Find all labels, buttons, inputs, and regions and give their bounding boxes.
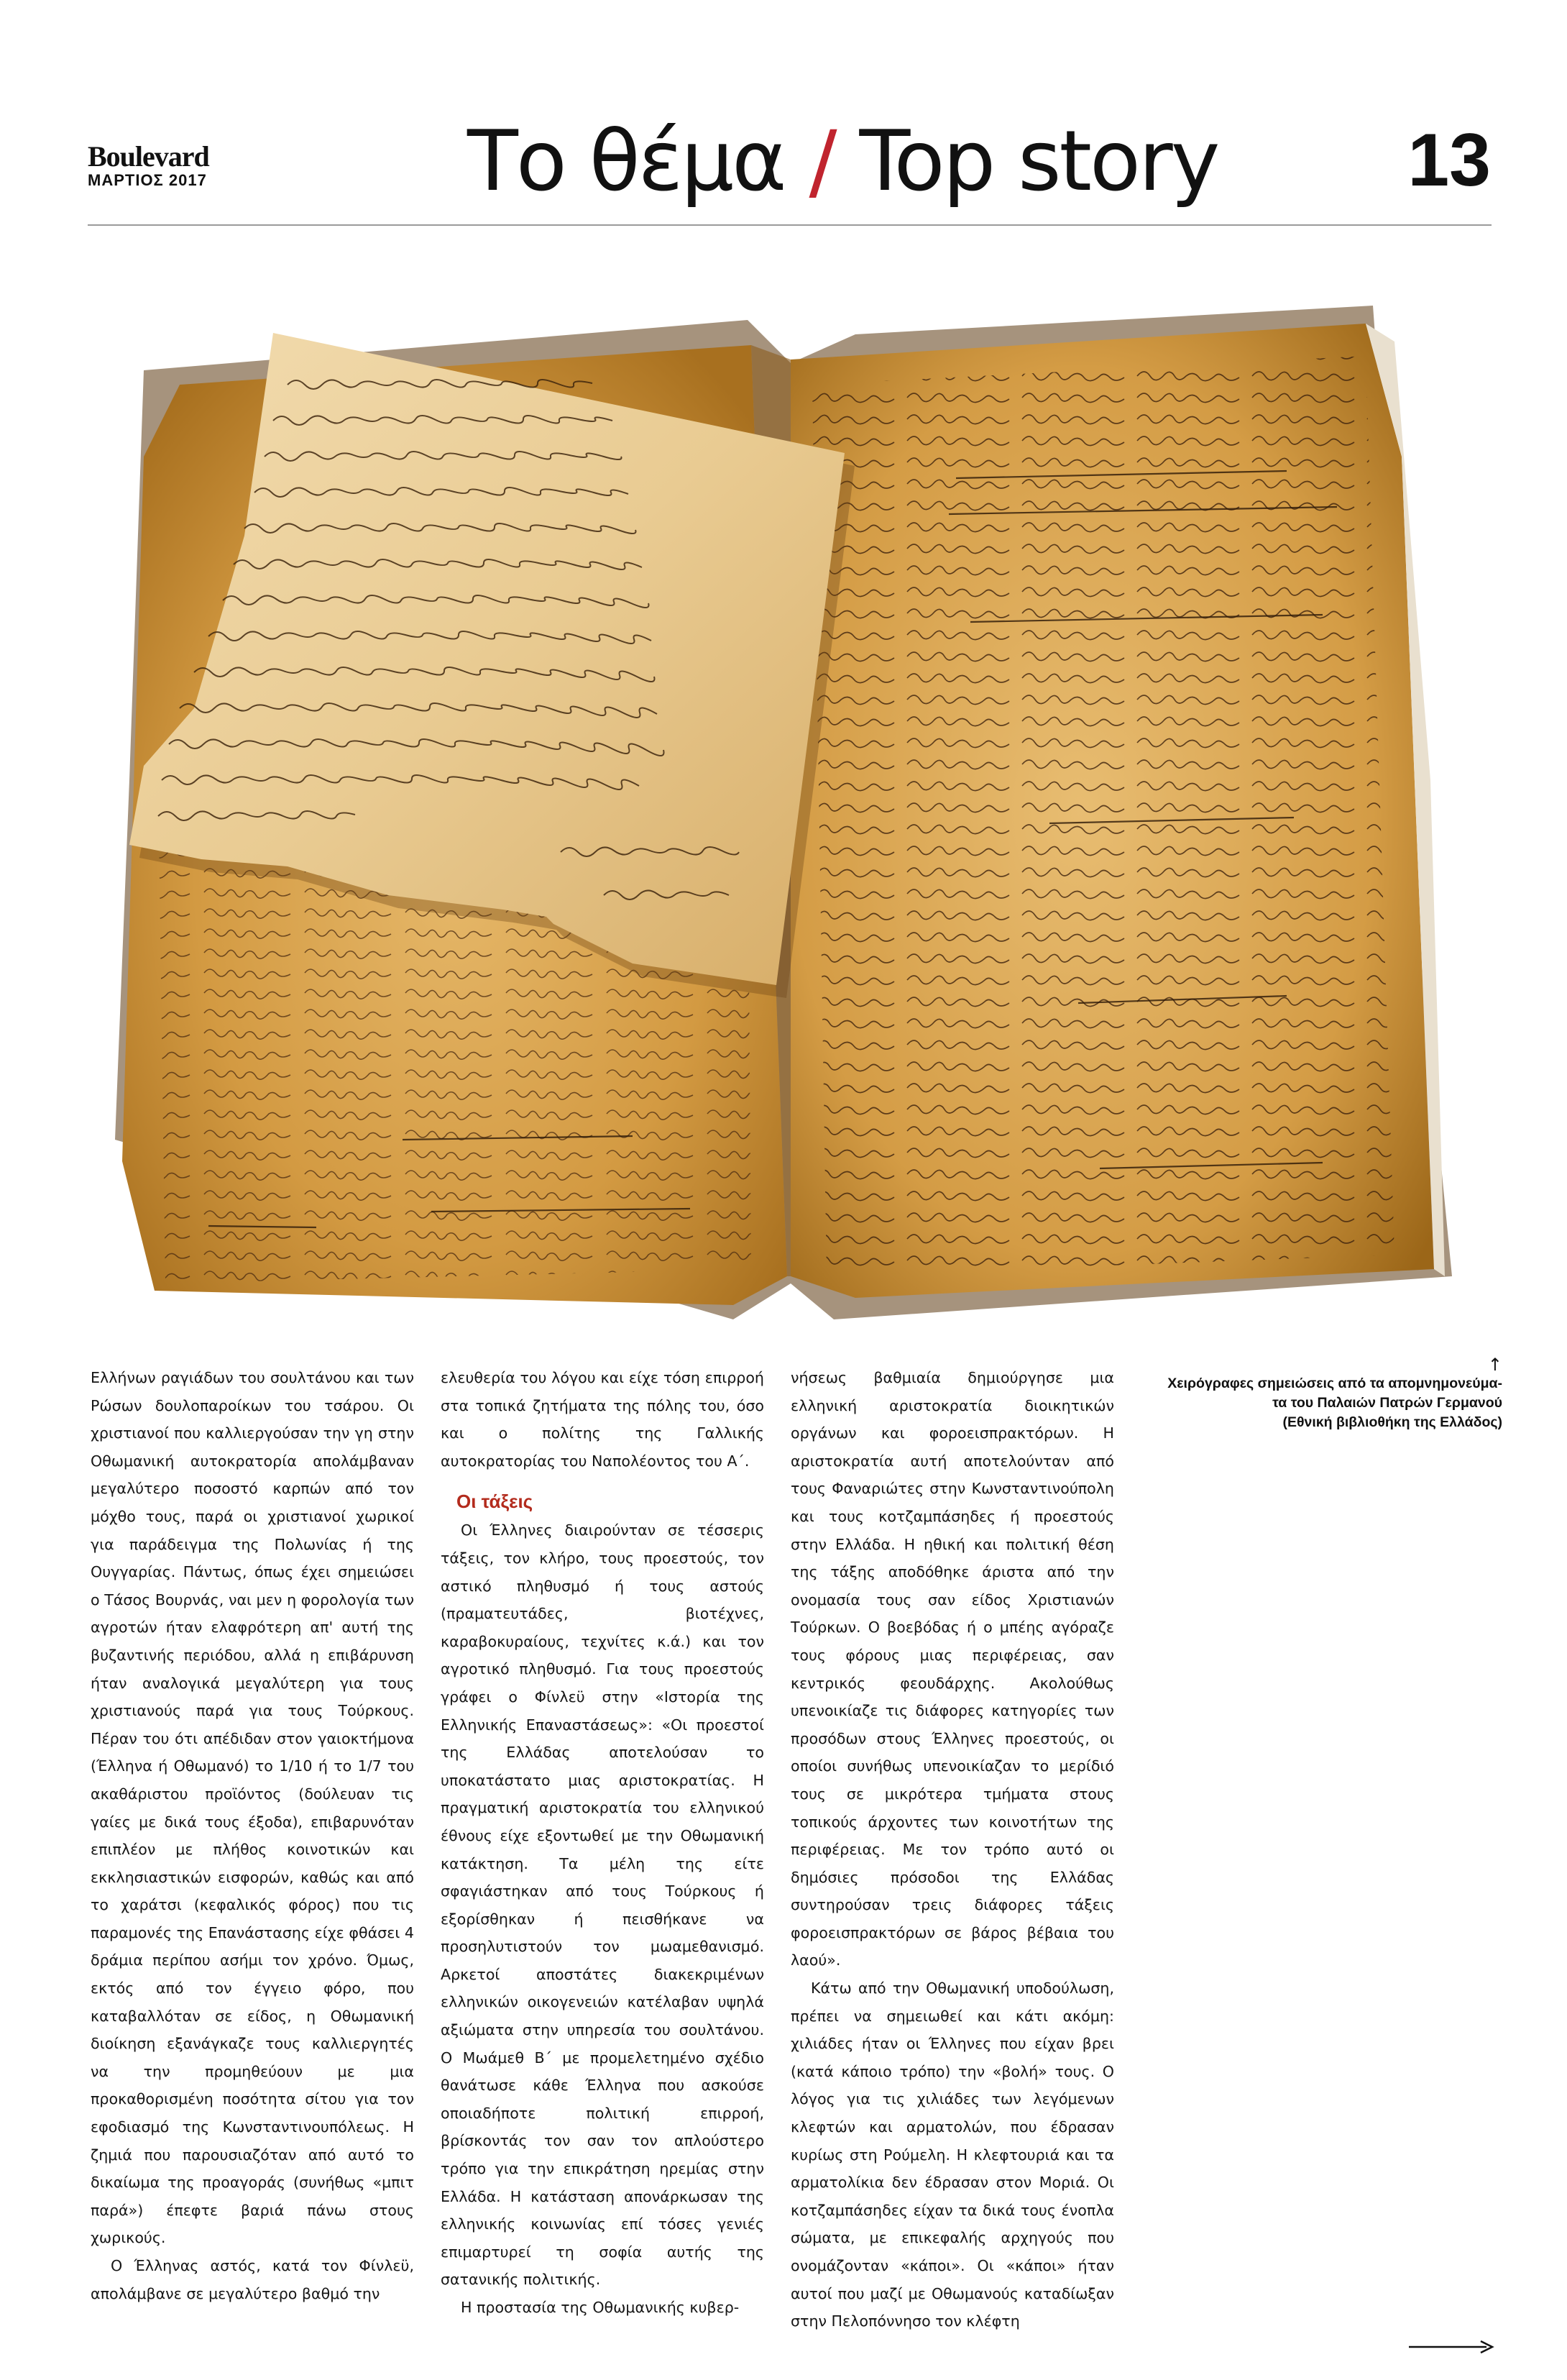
- section-title: [467, 113, 1218, 210]
- article-paragraph: Η προστασία της Οθωμανικής κυβερ-: [461, 2299, 740, 2316]
- article-column-1: [91, 1364, 414, 2307]
- section-title-slash: /: [809, 113, 835, 210]
- article-paragraph: ελευθερία του λόγου και είχε τόση επιρροή στα τοπικά ζητήματα της πόλης του, όσο και ο πολίτης της Γαλλικής αυτοκρατορίας του Ναπολέοντος του Α΄.: [441, 1369, 764, 1470]
- page-number: 13: [1407, 119, 1491, 202]
- photo-caption: [1164, 1355, 1502, 1432]
- arrow-up-icon: ↑: [1487, 1355, 1502, 1375]
- issue-date: ΜΑΡΤΙΟΣ 2017: [88, 171, 207, 189]
- section-subheading: Οι τάξεις: [456, 1491, 533, 1513]
- section-title-greek: Το θέμα: [467, 113, 785, 210]
- magazine-brand: [88, 142, 209, 190]
- article-paragraph: Ο Έλληνας αστός, κατά τον Φίνλεϋ, απολάμβανε σε μεγαλύτερο βαθμό την: [91, 2257, 414, 2302]
- article-column-3: [791, 1364, 1114, 2335]
- brand-name: Boulevard: [88, 140, 209, 173]
- article-column-2: [441, 1364, 764, 2322]
- arrow-right-icon: [1409, 2338, 1495, 2356]
- caption-text: Χειρόγραφες σημειώσεις από τα απομνημονεύμα- τα του Παλαιών Πατρών Γερμανού (Εθνική βιβλιοθήκη της Ελλάδος): [1167, 1376, 1502, 1430]
- article-paragraph: Κάτω από την Οθωμανική υποδούλωση, πρέπει να σημειωθεί και κάτι ακόμη: χιλιάδες ήταν οι Έλληνες που είχαν βρει (κατά κάποιο τρόπο) την «βολή» τους. Ο λόγος για τις χιλιάδες των λεγόμενων κλεφτών και αρματολών, που έδρασαν κυρίως στη Ρούμελη. Η κλεφτουριά και τα αρματολίκια δεν έδρασαν στον Μοριά. Οι κοτζαμπάσηδες είχαν τα δικά τους ένοπλα σώματα, με επικεφαλής αρχηγούς που ονομάζονταν «κάποι». Οι «κάποι» ήταν αυτοί που μαζί με Οθωμανούς καταδίωξαν στην Πελοπόννησο τον κλέφτη: [791, 1979, 1114, 2330]
- article-paragraph: Οι Έλληνες διαιρούνταν σε τέσσερις τάξεις, τον κλήρο, τους προεστούς, τον αστικό πληθυσμό ή τους αστούς (πραματευτάδες, βιοτέχνες, καραβοκυραίους, τεχνίτες κ.ά.) και τον αγροτικό πληθυσμό. Για τους προεστούς γράφει ο Φίνλεϋ στην «Ιστορία της Ελληνικής Επαναστάσεως»: «Οι προεστοί της Ελλάδας αποτελούσαν το υποκατάστατο μιας αριστοκρατίας. Η πραγματική αριστοκρατία του ελληνικού έθνους είχε εξοντωθεί με την Οθωμανική κατάκτηση. Τα μέλη της είτε σφαγιάστηκαν από τους Τούρκους ή εξορίσθηκαν ή πεισθήκανε να προσηλυτιστούν τον μωαμεθανισμό. Αρκετοί αποστάτες διακεκριμένων ελληνικών οικογενειών κατέλαβαν υψηλά αξιώματα στην υπηρεσία του σουλτάνου. Ο Μωάμεθ Β΄ με προμελετημένο σχέδιο θανάτωσε κάθε Έλληνα που ασκούσε οποιαδήποτε πολιτική επιρροή, βρίσκοντάς τον σαν τον απλούστερο τρόπο για την επικράτηση ηρεμίας στην Ελλάδα. Η κατάσταση απονάρκωσαν της ελληνικής κοινωνίας επί τόσες γενιές επιμαρτυρεί τη σοφία αυτής της σατανικής πολιτικής.: [441, 1521, 764, 2289]
- manuscript-notebook-photo: [101, 277, 1474, 1327]
- section-title-english: Top story: [859, 113, 1218, 210]
- article-paragraph: νήσεως βαθμιαία δημιούργησε μια ελληνική αριστοκρατία διοικητικών οργάνων και φοροεισπρακτόρων. Η αριστοκρατία αυτή αποτελούνταν από τους Φαναριώτες στην Κωνσταντινούπολη και τους κοτζαμπάσηδες ή προεστούς στην Ελλάδα. Η ηθική και πολιτική θέση της τάξης αποδόθηκε άριστα από την ονομασία τους σαν είδος Χριστιανών Τούρκων. Ο βοεβόδας ή ο μπέης αγόραζε τους φόρους μιας περιφέρειας, σαν κεντρικός φεουδάρχης. Ακολούθως υπενοικίαζε τις διάφορες κατηγορίες των προσόδων στους Έλληνες προεστούς, οι οποίοι συνήθως υπενοικίαζαν το μερίδιό τους σε μικρότερα τμήματα στους τοπικούς άρχοντες των κοινοτήτων της περιφέρειας. Με τον τρόπο αυτό οι δημόσιες πρόσοδοι της Ελλάδας συντηρούσαν τρεις διάφορες τάξεις φοροεισπρακτόρων σε βάρος βέβαια του λαού».: [791, 1369, 1114, 1969]
- header-divider: [88, 224, 1492, 226]
- article-paragraph: Ελλήνων ραγιάδων του σουλτάνου και των Ρώσων δουλοπαροίκων του τσάρου. Οι χριστιανοί που καλλιεργούσαν την γη στην Οθωμανική αυτοκρατορία απολάμβαναν μεγαλύτερο ποσοστό καρπών από τον μόχθο τους, παρά οι χριστιανοί χωρικοί για παράδειγμα της Πολωνίας ή της Ουγγαρίας. Πάντως, όπως έχει σημειώσει ο Τάσος Βουρνάς, ναι μεν η φορολογία των αγροτών ήταν ελαφρότερη απ' αυτή της βυζαντινής περιόδου, αλλά η επιβάρυνση ήταν αναλογικά μεγαλύτερη για τους χριστιανούς παρά για τους Τούρκους. Πέραν του ότι απέδιδαν στον γαιοκτήμονα (Έλληνα ή Οθωμανό) το 1/10 ή το 1/7 του ακαθάριστου προϊόντος (δούλευαν τις γαίες με δικά τους έξοδα), επιβαρυνόταν επιπλέον με πλήθος κοινοτικών και εκκλησιαστικών εισφορών, καθώς και από το χαράτσι (κεφαλικός φόρος) που τις παραμονές της Επανάστασης είχε φθάσει 4 δράμια περίπου ασήμι τον χρόνο. Όμως, εκτός από τον έγγειο φόρο, που καταβαλλόταν σε είδος, η Οθωμανική διοίκηση εξανάγκαζε τους καλλιεργητές να την προμηθεύουν με μια προκαθορισμένη ποσότητα σίτου για τον εφοδιασμό της Κωνσταντινουπόλεως. Η ζημιά που παρουσιαζόταν από αυτό το δικαίωμα της προαγοράς (συνήθως «μπιτ παρά») έπεφτε βαριά πάνω στους χωρικούς.: [91, 1369, 414, 2247]
- page-header: [0, 0, 1567, 229]
